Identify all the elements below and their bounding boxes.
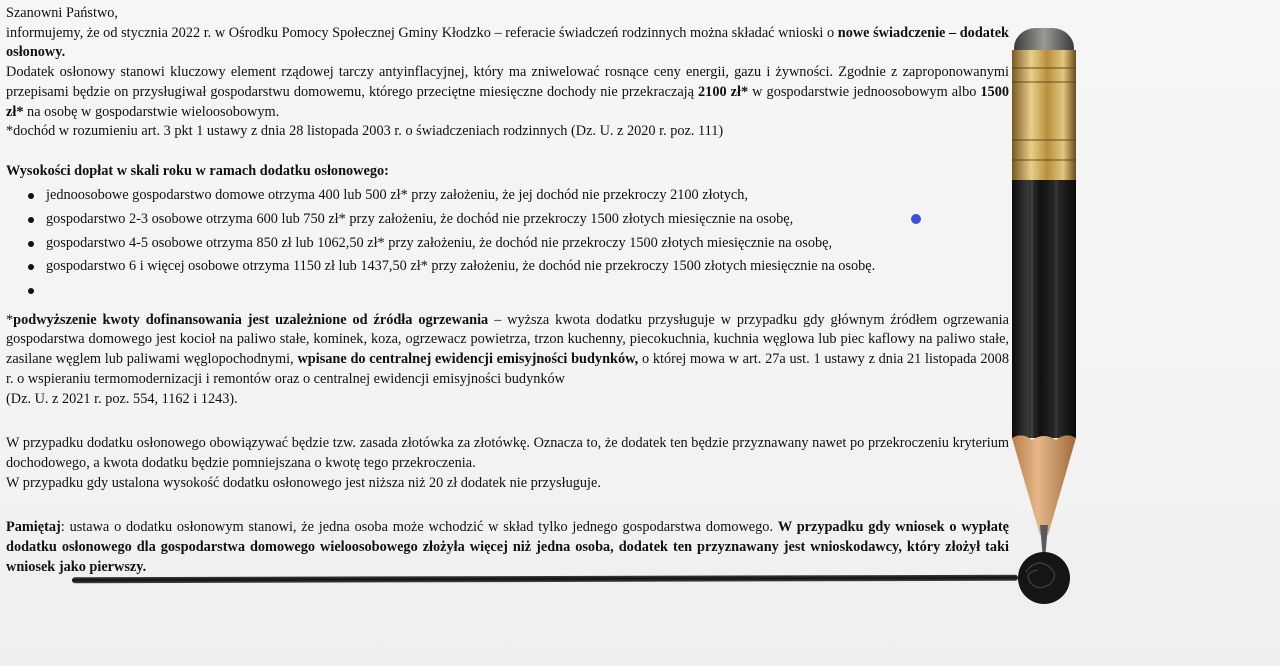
- amounts-heading: Wysokości dopłat w skali roku w ramach dodatku osłonowego:: [6, 162, 389, 179]
- heating-source-paragraph: *podwyższenie kwoty dofinansowania jest uzależnione od źródła ogrzewania – wyższa kwota dodatku przysługuje w przypadku gdy głównym źródłem ogrzewania gospodarstwa domowego jest kocioł na paliwo stałe, kominek, koza, ogrzewacz powietrza, trzon kuchenny, piecokuchnia, kuchnia węglowa lub piec kaflowy na paliwo stałe, zasilane węglem lub paliwami węglopochodnymi, wpisane do centralnej ewidencji emisyjności budynków, o której mowa w art. 27a ust. 1 ustawy z dnia 21 listopada 2008 r. o wspieraniu termomodernizacji i remontów oraz o centralnej ewidencji emisyjności budynków: [6, 311, 1010, 387]
- intro-paragraph: informujemy, że od stycznia 2022 r. w Ośrodku Pomocy Społecznej Gminy Kłodzko – referacie świadczeń rodzinnych można składać wnioski o nowe świadczenie – dodatek osłonowy.: [6, 24, 1009, 61]
- heating-source-citation: (Dz. U. z 2021 r. poz. 554, 1162 i 1243).: [6, 390, 238, 407]
- bullet-icon: [28, 288, 34, 294]
- list-item: gospodarstwo 2-3 osobowe otrzyma 600 lub 750 zł* przy założeniu, że dochód nie przekroczy 1500 złotych miesięcznie na osobę,: [46, 208, 1009, 232]
- bullet-icon: [28, 264, 34, 270]
- list-item-empty: [46, 279, 1009, 303]
- minimum-amount-paragraph: W przypadku gdy ustalona wysokość dodatku osłonowego jest niższa niż 20 zł dodatek nie przysługuje.: [6, 474, 601, 491]
- notice-document: [6, 4, 1009, 577]
- amounts-list: [6, 184, 1009, 302]
- marker-dot-icon: [911, 214, 921, 224]
- reminder-paragraph: Pamiętaj: ustawa o dodatku osłonowym stanowi, że jedna osoba może wchodzić w skład tylko jednego gospodarstwa domowego. W przypadku gdy wniosek o wypłatę dodatku osłonowego dla gospodarstwa domowego wieloosobowego złożyła więcej niż jedna osoba, dodatek ten przyznawany jest wnioskodawcy, który złożył taki wniosek jako pierwszy.: [6, 519, 1009, 575]
- bullet-icon: [28, 241, 34, 247]
- pencil-icon: [1000, 20, 1090, 610]
- new-benefit-bold: nowe świadczenie – dodatek osłonowy.: [6, 24, 1009, 61]
- list-item: gospodarstwo 4-5 osobowe otrzyma 850 zł lub 1062,50 zł* przy założeniu, że dochód nie przekroczy 1500 złotych miesięcznie na osobę,: [46, 232, 1009, 256]
- list-item: gospodarstwo 6 i więcej osobowe otrzyma 1150 zł lub 1437,50 zł* przy założeniu, że dochód nie przekroczy 1500 złotych miesięcznie na osobę.: [46, 255, 1009, 279]
- pencil-stroke-line: [72, 575, 1018, 583]
- zloty-rule-paragraph: W przypadku dodatku osłonowego obowiązywać będzie tzw. zasada złotówka za złotówkę. Oznacza to, że dodatek ten będzie przyznawany nawet po przekroczeniu kryterium dochodowego, a kwota dodatku będzie pomniejszana o kwotę tego przekroczenia.: [6, 435, 1009, 471]
- bullet-icon: [28, 217, 34, 223]
- eligibility-paragraph: Dodatek osłonowy stanowi kluczowy element rządowej tarczy antyinflacyjnej, który ma zniwelować rosnące ceny energii, gazu i żywności. Zgodnie z zaproponowanymi przepisami będzie on przysługiwał gospodarstwu domowemu, którego przeciętne miesięczne dochody nie przekraczają 2100 zł* w gospodarstwie jednoosobowym albo 1500 zł* na osobę w gospodarstwie wieloosobowym.: [6, 64, 1009, 120]
- list-item: jednoosobowe gospodarstwo domowe otrzyma 400 lub 500 zł* przy założeniu, że jej dochód nie przekroczy 2100 złotych,: [46, 184, 1009, 208]
- income-footnote: *dochód w rozumieniu art. 3 pkt 1 ustawy z dnia 28 listopada 2003 r. o świadczeniach rodzinnych (Dz. U. z 2020 r. poz. 111): [6, 123, 724, 140]
- greeting: Szanowni Państwo,: [6, 5, 118, 21]
- bullet-icon: [28, 193, 34, 199]
